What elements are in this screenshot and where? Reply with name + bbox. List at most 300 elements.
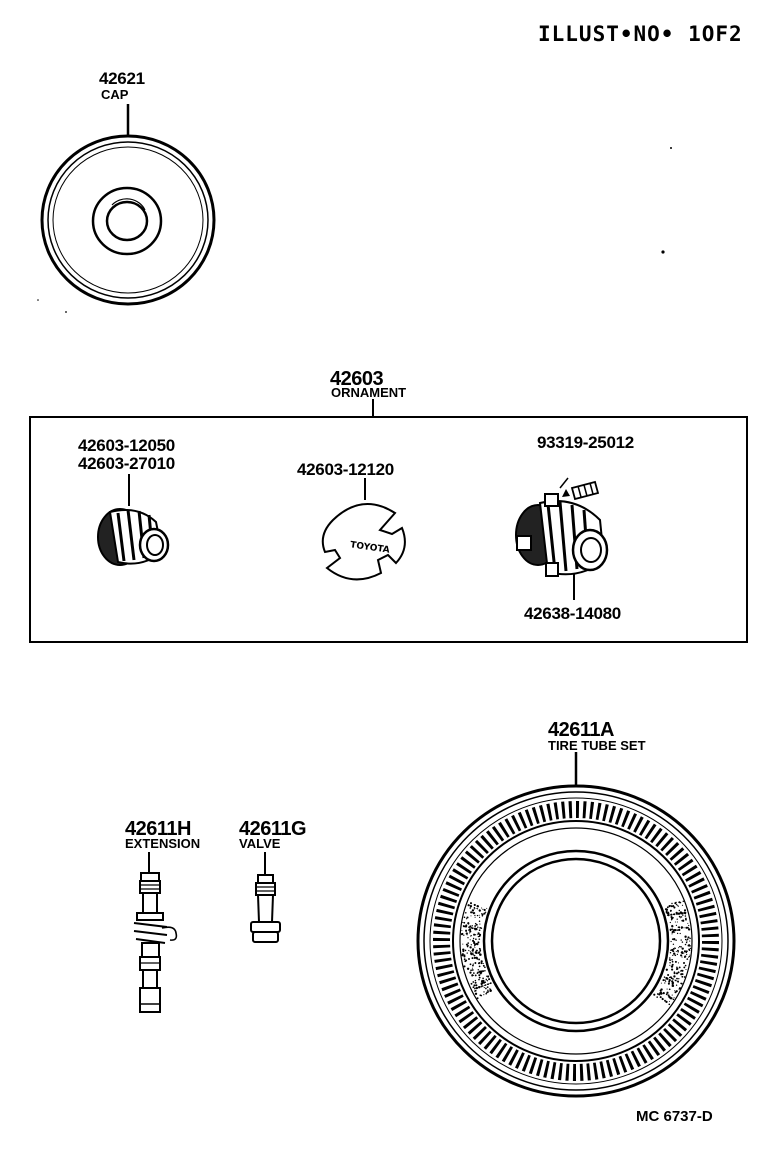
shading-dot	[469, 932, 470, 933]
shading-dot	[669, 997, 671, 999]
shading-dot	[478, 979, 480, 981]
shading-dot	[482, 978, 484, 980]
shading-dot	[475, 938, 477, 940]
shading-dot	[467, 937, 468, 938]
shading-dot	[670, 952, 671, 953]
shading-dot	[672, 995, 673, 996]
shading-dot	[486, 992, 488, 994]
ornament-piece-a-drawing	[98, 474, 168, 565]
shading-dot	[480, 951, 481, 952]
shading-dot	[669, 905, 671, 907]
shading-dot	[663, 992, 665, 994]
shading-dot	[675, 902, 676, 903]
shading-dot	[674, 997, 675, 998]
shading-dot	[463, 955, 465, 957]
shading-dot	[472, 968, 473, 969]
shading-dot	[678, 981, 679, 982]
shading-dot	[473, 986, 475, 988]
shading-dot	[475, 993, 477, 995]
shading-dot	[668, 994, 670, 996]
shading-dot	[657, 993, 659, 995]
shading-dot	[666, 909, 668, 911]
shading-dot	[467, 922, 469, 924]
shading-dot	[475, 934, 476, 935]
shading-dot	[481, 984, 483, 986]
shading-dot	[479, 938, 481, 940]
shading-dot	[488, 978, 490, 980]
shading-dot	[685, 969, 686, 970]
shading-dot	[679, 946, 681, 948]
shading-dot	[463, 922, 465, 924]
shading-dot	[472, 925, 473, 926]
shading-dot	[478, 952, 480, 954]
shading-dot	[483, 991, 484, 992]
shading-dot	[685, 915, 687, 917]
screw-drawing	[562, 482, 598, 499]
shading-dot	[673, 999, 675, 1001]
shading-dot	[489, 983, 490, 984]
shading-dot	[479, 971, 481, 973]
ornament-screw-number: 93319-25012	[537, 433, 634, 452]
shading-dot	[475, 917, 476, 918]
shading-dot	[489, 990, 491, 992]
shading-dot	[466, 932, 468, 934]
shading-dot	[468, 950, 469, 951]
shading-dot	[689, 955, 690, 956]
shading-dot	[686, 954, 687, 955]
shading-dot	[669, 988, 671, 990]
shading-dot	[476, 908, 477, 909]
shading-dot	[465, 924, 467, 926]
shading-dot	[676, 968, 678, 970]
shading-dot	[463, 925, 465, 927]
shading-dot	[481, 907, 482, 908]
shading-dot	[675, 991, 677, 993]
shading-dot	[685, 944, 687, 946]
tread-block	[573, 1064, 576, 1081]
tire-drawing	[418, 752, 734, 1096]
shading-dot	[469, 925, 471, 927]
shading-dot	[673, 944, 674, 945]
shading-dot	[482, 909, 483, 910]
shading-dot	[688, 928, 690, 930]
shading-dot	[666, 969, 668, 971]
shading-dot	[676, 980, 677, 981]
shading-dot	[479, 927, 480, 928]
shading-dot	[662, 979, 664, 981]
shading-dot	[677, 933, 678, 934]
shading-dot	[478, 958, 480, 960]
shading-dot	[474, 962, 476, 964]
shading-dot	[656, 996, 658, 998]
shading-dot	[686, 940, 687, 941]
shading-dot	[674, 947, 675, 948]
shading-dot	[679, 966, 681, 968]
shading-dot	[678, 929, 680, 931]
shading-dot	[685, 918, 687, 920]
shading-dot	[481, 986, 482, 987]
shading-dot	[682, 914, 683, 915]
shading-dot	[487, 980, 488, 981]
shading-dot	[676, 978, 678, 980]
shading-dot	[462, 944, 463, 945]
shading-dot	[474, 915, 475, 916]
cap-part-name: CAP	[101, 87, 129, 102]
extension-drawing	[134, 852, 176, 1012]
valve-drawing	[251, 852, 280, 942]
shading-dot	[474, 990, 475, 991]
shading-dot	[467, 946, 469, 948]
shading-dot	[464, 917, 466, 919]
shading-dot	[485, 988, 487, 990]
shading-dot	[470, 951, 471, 952]
shading-dot	[685, 951, 686, 952]
shading-dot	[467, 942, 469, 944]
shading-dot	[662, 998, 664, 1000]
shading-dot	[469, 928, 471, 930]
ornament-piece-a-number-2: 42603-27010	[78, 454, 175, 473]
shading-dot	[470, 939, 471, 940]
shading-dot	[682, 941, 683, 942]
shading-dot	[671, 959, 673, 961]
shading-dot	[671, 949, 673, 951]
shading-dot	[474, 955, 476, 957]
shading-dot	[470, 963, 472, 965]
shading-dot	[677, 921, 678, 922]
shading-dot	[481, 972, 483, 974]
shading-dot	[475, 951, 477, 953]
shading-dot	[486, 976, 487, 977]
shading-dot	[478, 936, 479, 937]
shading-dot	[687, 936, 689, 938]
shading-dot	[677, 919, 678, 920]
shading-dot	[678, 947, 679, 948]
shading-dot	[688, 957, 689, 958]
shading-dot	[690, 948, 691, 949]
shading-dot	[468, 958, 470, 960]
shading-dot	[483, 913, 485, 915]
shading-dot	[664, 982, 665, 983]
shading-dot	[477, 997, 479, 999]
shading-dot	[483, 963, 484, 964]
shading-dot	[474, 957, 476, 959]
shading-dot	[673, 975, 675, 977]
shading-dot	[466, 916, 468, 918]
shading-dot	[467, 952, 468, 953]
shading-dot	[671, 903, 672, 904]
shading-dot	[679, 913, 681, 915]
shading-dot	[464, 954, 465, 955]
shading-dot	[477, 905, 479, 907]
shading-dot	[479, 966, 481, 968]
extension-part-number: 42611H	[125, 818, 191, 840]
shading-dot	[687, 923, 688, 924]
ornament-part-number: 42603	[330, 368, 384, 390]
shading-dot	[479, 909, 481, 911]
shading-dot	[482, 914, 484, 916]
shading-dot	[676, 951, 677, 952]
tread-block	[702, 941, 719, 944]
shading-dot	[466, 944, 468, 946]
shading-dot	[667, 989, 668, 990]
shading-dot	[479, 948, 481, 950]
shading-dot	[683, 966, 685, 968]
shading-dot	[670, 910, 672, 912]
shading-dot	[679, 987, 681, 989]
shading-dot	[667, 906, 669, 908]
shading-dot	[481, 960, 483, 962]
shading-dot	[472, 981, 474, 983]
shading-dot	[472, 909, 474, 911]
shading-dot	[671, 969, 673, 971]
shading-dot	[675, 961, 677, 963]
shading-dot	[672, 955, 673, 956]
shading-dot	[683, 962, 684, 963]
shading-dot	[470, 935, 471, 936]
shading-dot	[682, 951, 683, 952]
shading-dot	[475, 984, 477, 986]
shading-dot	[680, 946, 682, 948]
shading-dot	[462, 953, 464, 955]
shading-dot	[474, 907, 475, 908]
shading-dot	[465, 912, 467, 914]
shading-dot	[679, 916, 681, 918]
shading-dot	[484, 985, 485, 986]
shading-dot	[682, 912, 684, 914]
ornament-emblem-drawing	[323, 478, 405, 579]
cap-drawing	[42, 104, 214, 304]
shading-dot	[480, 995, 481, 996]
shading-dot	[487, 975, 489, 977]
shading-dot	[470, 915, 471, 916]
shading-dot	[669, 957, 671, 959]
shading-dot	[670, 914, 672, 916]
shading-dot	[473, 913, 475, 915]
shading-dot	[462, 949, 464, 951]
shading-dot	[671, 917, 673, 919]
shading-dot	[686, 942, 687, 943]
shading-dot	[674, 932, 675, 933]
shading-dot	[470, 905, 472, 907]
shading-dot	[472, 948, 474, 950]
shading-dot	[669, 965, 670, 966]
shading-dot	[677, 951, 679, 953]
shading-dot	[473, 963, 474, 964]
shading-dot	[676, 925, 677, 926]
shading-dot	[675, 940, 676, 941]
shading-dot	[683, 952, 684, 953]
shading-dot	[671, 980, 673, 982]
shading-dot	[667, 913, 669, 915]
shading-dot	[669, 959, 671, 961]
shading-dot	[669, 977, 670, 978]
shading-dot	[669, 1001, 670, 1002]
shading-dot	[473, 940, 474, 941]
shading-dot	[676, 972, 678, 974]
shading-dot	[673, 913, 675, 915]
shading-dot	[474, 926, 475, 927]
shading-dot	[668, 1003, 670, 1005]
shading-dot	[684, 955, 686, 957]
shading-dot	[467, 968, 469, 970]
shading-dot	[469, 930, 471, 932]
shading-dot	[484, 909, 486, 911]
shading-dot	[462, 933, 463, 934]
shading-dot	[682, 905, 683, 906]
shading-dot	[674, 929, 676, 931]
tread-block	[576, 801, 579, 818]
shading-dot	[681, 970, 683, 972]
shading-dot	[660, 990, 662, 992]
valve-part-name: VALVE	[239, 836, 281, 851]
shading-dot	[474, 988, 475, 989]
shading-dot	[681, 983, 682, 984]
shading-dot	[487, 984, 488, 985]
shading-dot	[664, 979, 666, 981]
drawing-code: MC 6737-D	[636, 1108, 713, 1125]
shading-dot	[665, 981, 666, 982]
shading-dot	[472, 969, 474, 971]
shading-dot	[472, 957, 474, 959]
shading-dot	[678, 962, 679, 963]
shading-dot	[477, 908, 478, 909]
shading-dot	[470, 952, 472, 954]
shading-dot	[475, 929, 476, 930]
shading-dot	[681, 916, 683, 918]
shading-dot	[673, 906, 675, 908]
shading-dot	[653, 994, 655, 996]
shading-dot	[479, 921, 480, 922]
shading-dot	[481, 927, 482, 928]
shading-dot	[688, 945, 689, 946]
shading-dot	[681, 957, 682, 958]
shading-dot	[475, 980, 476, 981]
shading-dot	[469, 907, 471, 909]
shading-dot	[671, 965, 673, 967]
shading-dot	[474, 904, 475, 905]
shading-dot	[478, 969, 479, 970]
ornament-piece-c-drawing	[516, 478, 607, 600]
shading-dot	[676, 985, 677, 986]
shading-dot	[680, 970, 682, 972]
shading-dot	[674, 954, 676, 956]
shading-dot	[671, 925, 673, 927]
shading-dot	[484, 966, 486, 968]
shading-dot	[470, 902, 472, 904]
shading-dot	[475, 974, 477, 976]
ornament-part-name: ORNAMENT	[331, 385, 407, 400]
shading-dot	[479, 934, 481, 936]
shading-dot	[684, 936, 686, 938]
shading-dot	[671, 929, 673, 931]
shading-dot	[670, 922, 671, 923]
shading-dot	[682, 947, 684, 949]
shading-dot	[685, 939, 687, 941]
shading-dot	[675, 980, 676, 981]
shading-dot	[683, 901, 684, 902]
shading-dot	[674, 971, 675, 972]
shading-dot	[469, 905, 470, 906]
shading-dot	[479, 915, 480, 916]
shading-dot	[670, 941, 671, 942]
shading-dot	[672, 978, 674, 980]
shading-dot	[684, 976, 686, 978]
shading-dot	[472, 952, 474, 954]
shading-dot	[665, 1001, 667, 1003]
shading-dot	[681, 955, 682, 956]
shading-dot	[484, 987, 485, 988]
shading-dot	[479, 962, 480, 963]
shading-dot	[666, 993, 668, 995]
shading-dot	[483, 980, 485, 982]
shading-dot	[476, 924, 478, 926]
shading-dot	[466, 960, 468, 962]
valve-part-number: 42611G	[239, 818, 307, 840]
shading-dot	[471, 983, 473, 985]
shading-dot	[469, 972, 471, 974]
shading-dot	[688, 925, 689, 926]
tread-block	[433, 938, 450, 941]
shading-dot	[664, 976, 665, 977]
shading-dot	[470, 911, 472, 913]
shading-dot	[473, 934, 475, 936]
shading-dot	[470, 969, 472, 971]
shading-dot	[484, 970, 486, 972]
shading-dot	[483, 965, 485, 967]
shading-dot	[469, 946, 471, 948]
shading-dot	[475, 987, 477, 989]
shading-dot	[463, 935, 464, 936]
shading-dot	[669, 979, 671, 981]
cap-part-number: 42621	[99, 69, 145, 88]
shading-dot	[673, 938, 675, 940]
shading-dot	[477, 926, 478, 927]
shading-dot	[475, 943, 476, 944]
shading-dot	[689, 941, 690, 942]
shading-dot	[685, 965, 687, 967]
shading-dot	[479, 917, 480, 918]
shading-dot	[473, 984, 475, 986]
shading-dot	[483, 982, 485, 984]
shading-dot	[689, 938, 691, 940]
shading-dot	[672, 931, 674, 933]
shading-dot	[669, 962, 670, 963]
ornament-emblem-number: 42603-12120	[297, 460, 394, 479]
shading-dot	[677, 954, 678, 955]
shading-dot	[678, 978, 679, 979]
shading-dot	[681, 976, 683, 978]
shading-dot	[675, 921, 676, 922]
shading-dot	[665, 977, 667, 979]
shading-dot	[671, 933, 672, 934]
shading-dot	[680, 917, 681, 918]
shading-dot	[670, 930, 671, 931]
shading-dot	[685, 912, 687, 914]
shading-dot	[676, 966, 678, 968]
extension-part-name: EXTENSION	[125, 836, 201, 851]
shading-dot	[463, 965, 465, 967]
shading-dot	[479, 929, 481, 931]
shading-dot	[475, 951, 476, 952]
shading-dot	[478, 986, 480, 988]
shading-dot	[473, 972, 474, 973]
shading-dot	[661, 983, 662, 984]
shading-dot	[681, 927, 682, 928]
shading-dot	[486, 979, 487, 980]
shading-dot	[471, 944, 472, 945]
shading-dot	[684, 909, 686, 911]
shading-dot	[683, 927, 684, 928]
